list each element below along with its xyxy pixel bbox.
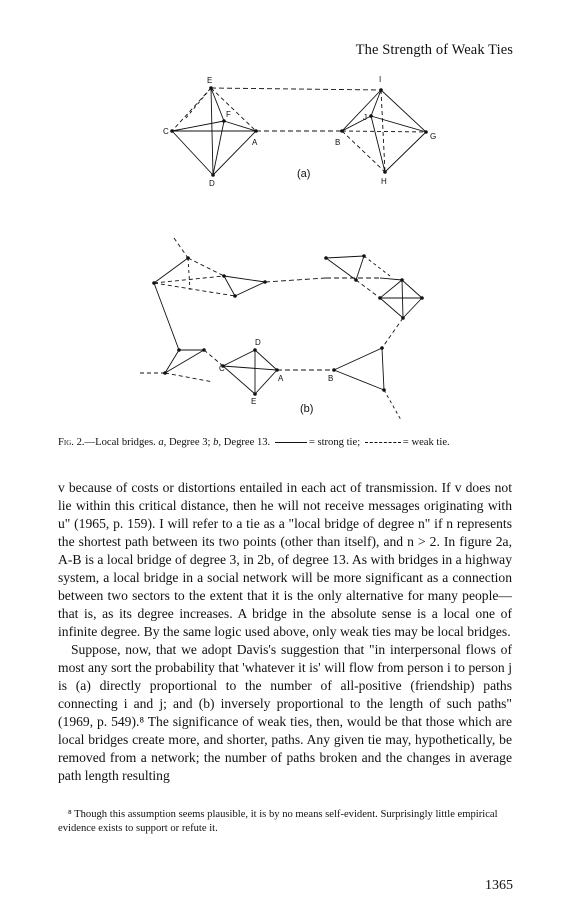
node-label-g: G [430,132,437,141]
node-label-b: B [335,138,341,147]
node-label-h: H [381,177,387,186]
figure-2 [0,0,569,430]
node-label-j: J [363,113,367,122]
node-label-e: E [207,76,213,85]
node-label-i: I [379,75,382,84]
footnote-8: ⁸ Though this assumption seems plausible, it is by no means self-evident. Surprisingly little empirical evidence exists to support or refute it. [58,809,498,834]
body-text [58,479,512,785]
page-number: 1365 [485,878,513,893]
caption-weak-sign: = [402,437,409,448]
panel-b-label: (b) [300,403,314,415]
strong-tie-legend-line [275,442,307,443]
running-title: The Strength of Weak Ties [355,42,513,58]
weak-tie-e-i [211,88,381,90]
node-label-b-b: B [328,374,334,383]
weak-tie-legend-line [365,442,401,443]
caption-weak-label: weak tie. [411,437,450,448]
paragraph-1: v because of costs or distortions entailed in each act of transmission. If v does not lie within this critical distance, then he will not receive messages originating with u" (1965, p. 159). I will refer to a tie as a "local bridge of degree n" if n represents the shortest path between its two points (other than itself), and n > 2. In figure 2a, A-B is a local bridge of degree 3, in 2b, of degree 13. As with bridges in a highway system, a local bridge in a social network will be more significant as a connection between two sectors to the extent that it is the only alternative for many people—that is, as its degree increases. A bridge in the absolute sense is a local one of infinite degree. By the same logic used above, only weak ties may be local bridges. [58,480,512,639]
node-label-b-e: E [251,397,257,406]
network-diagram [0,0,569,430]
node-label-b-a: A [278,374,284,383]
panel-a-left-cluster [172,88,256,175]
node-label-c: C [163,127,169,136]
caption-fig-label: Fig. 2. [58,437,85,448]
node-label-b-c: C [219,364,225,373]
node-label-d: D [209,179,215,188]
panel-a-label: (a) [297,168,311,180]
node-label-b-d: D [255,338,261,347]
caption-b-text: Degree 13. [221,437,271,448]
caption-b-letter: b, [213,437,222,448]
caption-a-letter: a, [158,437,167,448]
caption-main: —Local bridges. [84,437,159,448]
panel-b-network [140,238,422,420]
caption-strong-label: = strong tie; [308,437,361,448]
figure-caption [58,436,512,450]
node-label-f: F [226,110,231,119]
caption-a-text: Degree 3; [166,437,214,448]
node-label-a: A [252,138,258,147]
panel-a-right-cluster [342,90,426,172]
paragraph-2: Suppose, now, that we adopt Davis's suggestion that "in interpersonal flows of most any sort the probability that 'whatever it is' will flow from person i to person j is (a) directly proportional to the number of all-positive (friendship) paths connecting i and j; and (b) inversely proportional to the length of such paths" (1969, p. 549).⁸ The significance of weak ties, then, would be that those which are local bridges create more, and shorter, paths. Any given tie may, hypothetically, be removed from a network; the number of paths broken and the changes in average path length resulting [58,642,512,783]
